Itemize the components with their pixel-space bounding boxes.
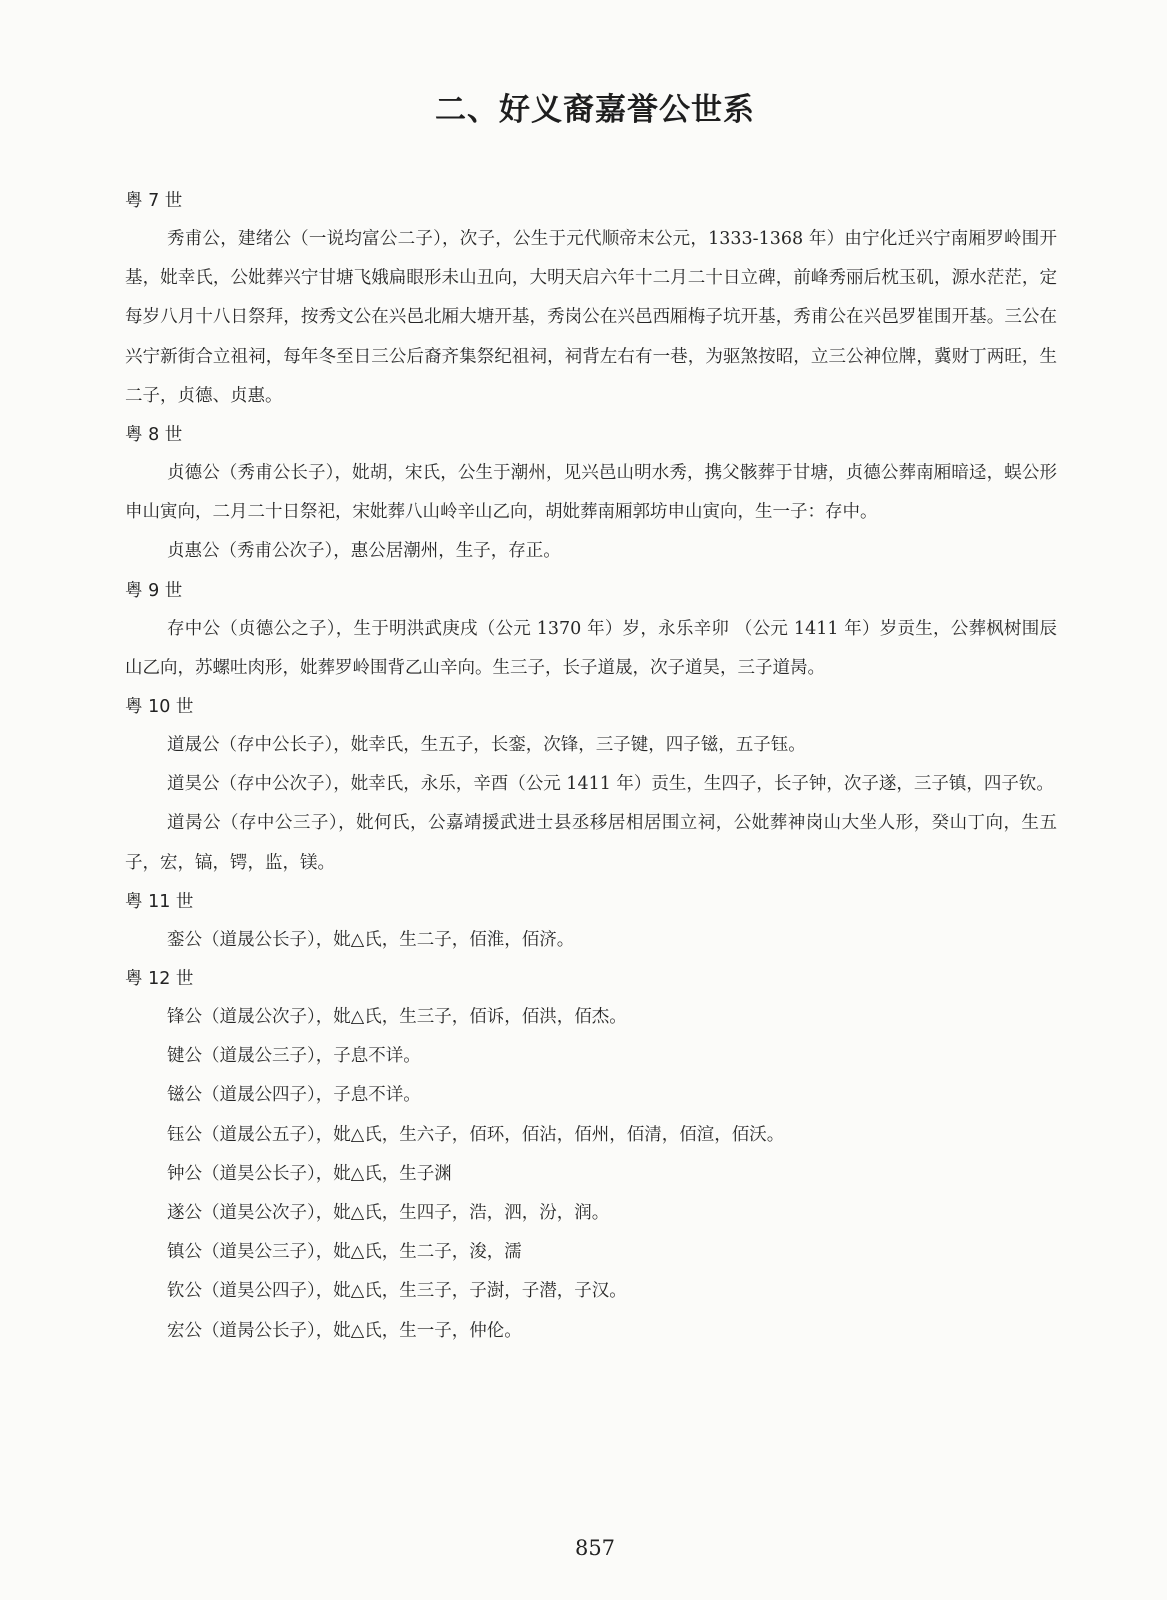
page-number: 857: [574, 1536, 616, 1560]
genealogy-body: [125, 182, 1057, 1351]
generation-heading: 粤 8 世: [125, 425, 183, 446]
generation-heading: 粤 10 世: [125, 697, 194, 718]
generation-11: [125, 883, 1057, 960]
lineage-entry-zhong: 钟公（道昊公长子），妣△氏，生子渊: [167, 1163, 452, 1184]
generation-9: [125, 572, 1057, 688]
lineage-entry-qin: 钦公（道昊公四子），妣△氏，生三子，子澍，子潜，子汉。: [167, 1281, 627, 1302]
lineage-entry-feng: 锋公（道晟公次子），妣△氏，生三子，佰诉，佰洪，佰杰。: [167, 1007, 627, 1028]
lineage-entry-daohao: 道昊公（存中公次子），妣幸氏，永乐，辛酉（公元 1411 年）贡生，生四子，长子钟，次子遂，三子镇，四子钦。: [167, 774, 1054, 795]
generation-heading: 粤 11 世: [125, 891, 194, 912]
lineage-entry-daobing: 道昺公（存中公三子），妣何氏，公嘉靖援武进士县丞移居相居围立祠，公妣葬神岗山大坐人形，癸山丁向，生五子，宏，镐，锷，监，镁。: [125, 813, 1057, 873]
generation-heading: 粤 12 世: [125, 969, 194, 990]
generation-7: [125, 182, 1057, 416]
lineage-entry-xiufu: 秀甫公，建绪公（一说均富公二子），次子，公生于元代顺帝末公元，1333-1368 年）由宁化迁兴宁南厢罗岭围开基，妣幸氏，公妣葬兴宁甘塘飞娥扁眼形未山丑向，大明天启六年十二月二十日立碑，前峰秀丽后枕玉矶，源水茫茫，定每岁八月十八日祭拜，按秀文公在兴邑北厢大塘开基，秀岗公在兴邑西厢梅子坑开基，秀甫公在兴邑罗崔围开基。三公在兴宁新街合立祖祠，每年冬至日三公后裔齐集祭纪祖祠，祠背左右有一巷，为驱煞按昭，立三公神位牌，冀财丁两旺，生二子，贞德、贞惠。: [125, 229, 1057, 406]
generation-10: [125, 688, 1057, 883]
lineage-entry-zhenhui: 贞惠公（秀甫公次子），惠公居潮州，生子，存正。: [167, 541, 561, 562]
lineage-entry-zhende: 贞德公（秀甫公长子），妣胡，宋氏，公生于潮州，见兴邑山明水秀，携父骸葬于甘塘，贞德公葬南厢暗迳，蜈公形申山寅向，二月二十日祭祀，宋妣葬八山岭辛山乙向，胡妣葬南厢郭坊申山寅向，生一子：存中。: [125, 463, 1057, 523]
lineage-entry-hong: 宏公（道昺公长子），妣△氏，生一子，仲伦。: [167, 1320, 522, 1341]
lineage-entry-cunzhong: 存中公（贞德公之子），生于明洪武庚戌（公元 1370 年）岁，永乐辛卯 （公元 1411 年）岁贡生，公葬枫树围辰山乙向，苏螺吐肉形，妣葬罗岭围背乙山辛向。生三子，长子道晟，次子道昊，三子道昺。: [125, 618, 1057, 678]
lineage-entry-luan: 銮公（道晟公长子），妣△氏，生二子，佰淮，佰济。: [167, 929, 575, 950]
generation-heading: 粤 7 世: [125, 191, 183, 211]
generation-12: [125, 960, 1057, 1351]
generation-8: [125, 416, 1057, 572]
lineage-entry-zhen: 镇公（道昊公三子），妣△氏，生二子，浚，濡: [167, 1242, 522, 1263]
generation-heading: 粤 9 世: [125, 580, 183, 601]
page-title: 二、好义裔嘉誉公世系: [435, 92, 755, 128]
lineage-entry-sui: 遂公（道昊公次子），妣△氏，生四子，浩，泗，汾，润。: [167, 1203, 610, 1224]
lineage-entry-yu: 钰公（道晟公五子），妣△氏，生六子，佰环，佰沾，佰州，佰清，佰渲，佰沃。: [167, 1124, 785, 1145]
lineage-entry-jian: 键公（道晟公三子），子息不详。: [167, 1046, 421, 1067]
lineage-entry-daosheng: 道晟公（存中公长子），妣幸氏，生五子，长銮，次锋，三子键，四子镃，五子钰。: [167, 735, 806, 756]
lineage-entry-zi: 镃公（道晟公四子），子息不详。: [167, 1085, 421, 1106]
